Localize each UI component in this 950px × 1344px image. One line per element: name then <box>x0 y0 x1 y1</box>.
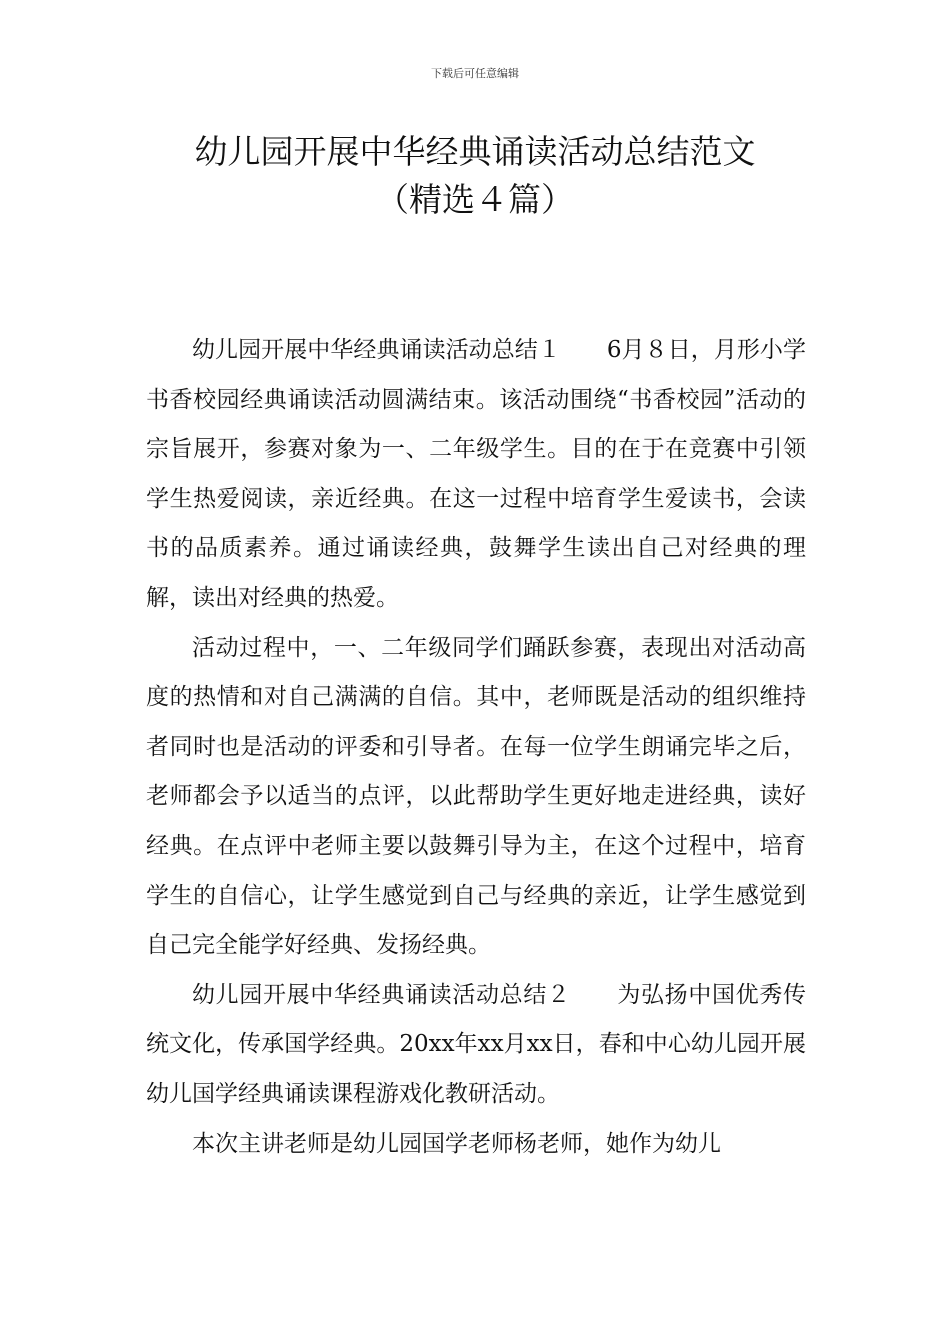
section-heading-1: 幼儿园开展中华经典诵读活动总结１ <box>192 337 561 363</box>
paragraph-4 <box>146 1120 806 1170</box>
paragraph-text-4: 本次主讲老师是幼儿园国学老师杨老师，她作为幼儿 <box>192 1130 721 1157</box>
title-line-2: （精选４篇） <box>376 180 574 219</box>
paragraph-text-3: 为弘扬中国优秀传统文化，传承国学经典。20xx年xx月xx日，春和中心幼儿园开展幼儿国学经典诵读课程游戏化教研活动。 <box>146 981 807 1107</box>
document-title <box>100 128 850 224</box>
paragraph-1 <box>146 326 806 624</box>
section-heading-2: 幼儿园开展中华经典诵读活动总结２ <box>192 981 571 1008</box>
paragraph-text-1: 6月８日，月形小学书香校园经典诵读活动圆满结束。该活动围绕“书香校园”活动的宗旨展开，参赛对象为一、二年级学生。目的在于在竞赛中引领学生热爱阅读，亲近经典。在这一过程中培育学生爱读书，会读书的品质素养。通过诵读经典，鼓舞学生读出自己对经典的理解，读出对经典的热爱。 <box>146 337 806 611</box>
paragraph-3 <box>146 971 806 1120</box>
document-body <box>146 326 806 1169</box>
paragraph-2 <box>146 624 806 971</box>
title-line-1: 幼儿园开展中华经典诵读活动总结范文 <box>194 132 756 171</box>
paragraph-text-2: 活动过程中，一、二年级同学们踊跃参赛，表现出对活动高度的热情和对自己满满的自信。其中，老师既是活动的组织维持者同时也是活动的评委和引导者。在每一位学生朗诵完毕之后，老师都会予以适当的点评，以此帮助学生更好地走进经典，读好经典。在点评中老师主要以鼓舞引导为主，在这个过程中，培育学生的自信心，让学生感觉到自己与经典的亲近，让学生感觉到自己完全能学好经典、发扬经典。 <box>146 634 806 959</box>
header-note: 下载后可任意编辑 <box>431 67 519 80</box>
